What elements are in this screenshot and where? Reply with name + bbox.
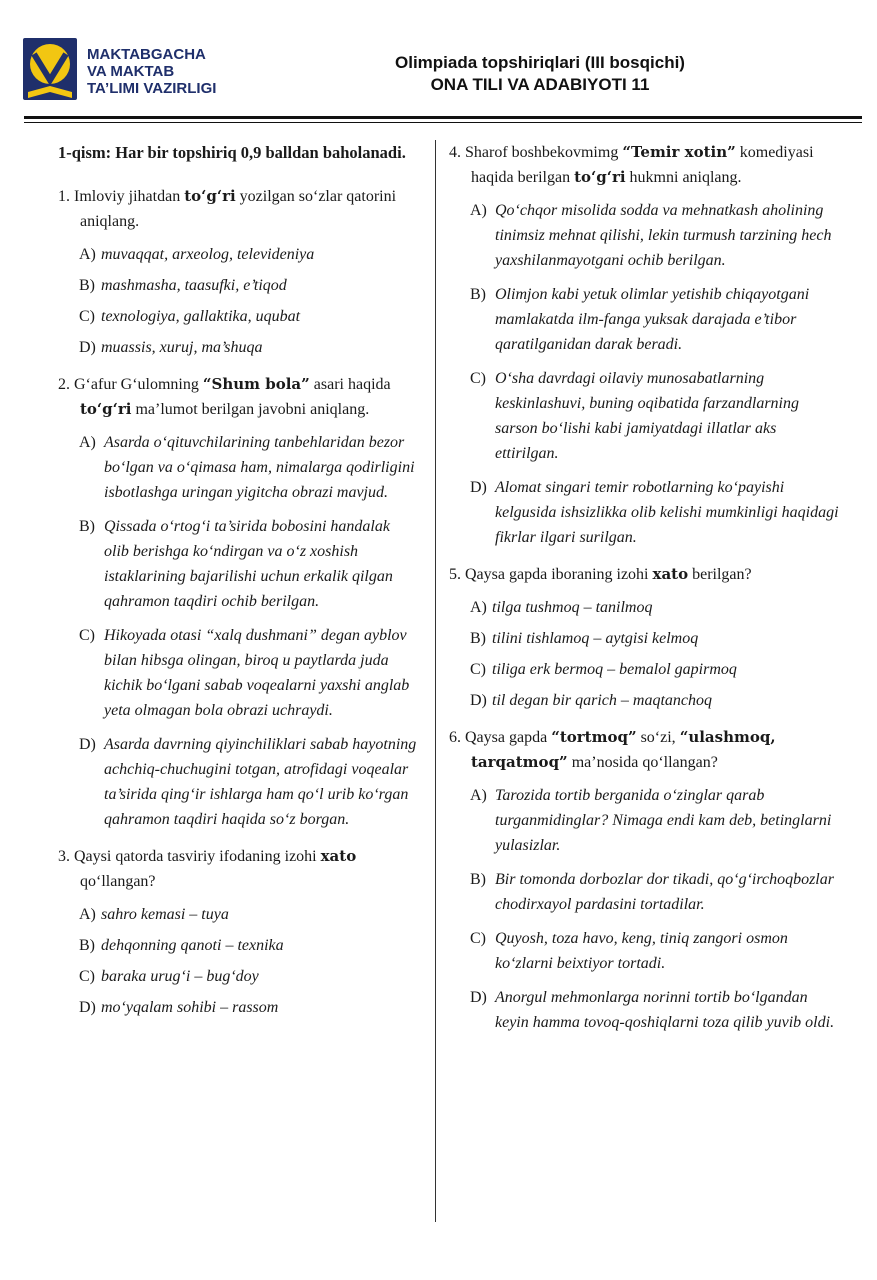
column-divider [435,140,436,1222]
ministry-name [87,46,216,97]
option-letter: A) [470,202,487,219]
question-text-part: yozilgan so‘zlar qatorini aniqlang. [80,188,397,230]
option-letter: B) [470,286,486,303]
question-text-part: Qaysi qatorda tasviriy ifodaning izohi [74,848,321,865]
answer-option[interactable] [470,595,839,620]
header-rule-thin [24,122,862,123]
left-column [58,140,418,1032]
question-text-part: ma’nosida qo‘llangan? [567,754,718,771]
answer-option[interactable] [79,623,418,723]
question-emphasis: “Shum bola” [202,375,310,393]
question-text [449,725,839,775]
option-text: tilini tishlamoq – aytgisi kelmoq [492,630,699,647]
option-text: Tarozida tortib berganida o‘zinglar qarab turganmidinglar? Nimaga endi kam deb, betinglarni yulasizlar. [495,787,832,854]
answer-option[interactable] [79,242,418,267]
question-number: 6. [449,729,461,746]
question-text [58,184,418,234]
question-emphasis: xato [320,847,357,865]
ministry-logo-icon [20,36,80,106]
answer-option[interactable] [470,688,839,713]
option-letter: A) [79,246,96,263]
question-text-part: hukmni aniqlang. [625,169,742,186]
option-text: dehqonning qanoti – texnika [101,937,284,954]
option-text: Olimjon kabi yetuk olimlar yetishib chiqayotgani mamlakatda ilm-fanga yuksak darajada e’tibor qaratilganidan darak beradi. [495,286,810,353]
option-text: Asarda o‘qituvchilarining tanbehlaridan bezor bo‘lgan va o‘qimasa ham, nimalarga qodirligini isbotlashga uringan yigitcha obrazi mavjud. [104,434,415,501]
option-text: Alomat singari temir robotlarning ko‘payishi kelgusida ishsizlikka olib kelishi mumkinligi haqidagi fikrlar ilgari surilgan. [495,479,839,546]
answer-option[interactable] [470,985,839,1035]
page-header [0,0,877,130]
answer-option[interactable] [79,430,418,505]
option-text: sahro kemasi – tuya [101,906,229,923]
answer-option[interactable] [79,335,418,360]
answer-option[interactable] [470,626,839,651]
answer-option[interactable] [79,304,418,329]
option-letter: B) [79,277,95,294]
option-text: Anorgul mehmonlarga norinni tortib bo‘lgandan keyin hamma tovoq-qoshiqlarni toza qilib yuvib oldi. [495,989,835,1031]
answer-option[interactable] [470,282,839,357]
option-letter: C) [470,930,486,947]
question-6 [449,725,839,1035]
question-emphasis: xato [652,565,689,583]
option-text: baraka urug‘i – bug‘doy [101,968,259,985]
option-letter: D) [470,692,487,709]
answer-option[interactable] [470,657,839,682]
option-letter: A) [470,787,487,804]
question-number: 3. [58,848,70,865]
question-5 [449,562,839,713]
option-letter: D) [79,999,96,1016]
question-text [449,562,839,587]
option-letter: C) [79,627,95,644]
question-text [58,372,418,422]
question-emphasis: to‘g‘ri [80,400,132,418]
option-letter: A) [470,599,487,616]
option-letter: B) [79,518,95,535]
part-heading: 1-qism: Har bir topshiriq 0,9 balldan baholanadi. [58,143,406,162]
option-text: Bir tomonda dorbozlar dor tikadi, qo‘g‘irchoqbozlar chodirxayol pardasini tortadilar. [495,871,834,913]
option-text: til degan bir qarich – maqtanchoq [492,692,712,709]
option-letter: A) [79,906,96,923]
question-4 [449,140,839,550]
answer-option[interactable] [79,964,418,989]
document-subtitle: ONA TILI VA ADABIYOTI 11 [430,75,650,94]
question-emphasis: “tortmoq” [551,728,637,746]
question-emphasis: “ulashmoq, tarqatmoq” [471,728,776,771]
option-text: mo‘yqalam sohibi – rassom [101,999,279,1016]
option-text: Quyosh, toza havo, keng, tiniq zangori osmon ko‘zlarni beixtiyor tortadi. [495,930,788,972]
option-text: tilga tushmoq – tanilmoq [492,599,653,616]
right-column [449,140,839,1047]
option-text: texnologiya, gallaktika, uqubat [101,308,301,325]
answer-option[interactable] [470,926,839,976]
option-text: Asarda davrning qiyinchiliklari sabab hayotning achchiq-chuchugini totgan, atrofidagi voqealar ta’sirida qing‘ir ishlarga ham qo‘l urib ko‘rgan qahramon taqdiri haqida so‘z borgan. [104,736,417,828]
question-text-part: Qaysa gapda [465,729,552,746]
option-letter: A) [79,434,96,451]
answer-option[interactable] [470,867,839,917]
option-letter: B) [79,937,95,954]
document-title: Olimpiada topshiriqlari (III bosqichi) [395,53,685,72]
question-number: 4. [449,144,461,161]
option-letter: C) [79,968,95,985]
option-text: muvaqqat, arxeolog, televideniya [101,246,315,263]
answer-option[interactable] [470,475,839,550]
ministry-name-line: VA MAKTAB [87,63,175,80]
question-number: 5. [449,566,461,583]
option-letter: D) [79,736,96,753]
question-text-part: asari haqida [309,376,391,393]
option-letter: C) [470,370,486,387]
question-text-part: qo‘llangan? [80,873,156,890]
question-emphasis: to‘g‘ri [184,187,236,205]
answer-option[interactable] [79,273,418,298]
question-3 [58,844,418,1020]
question-emphasis: to‘g‘ri [574,168,626,186]
answer-option[interactable] [470,198,839,273]
answer-option[interactable] [79,514,418,614]
question-number: 2. [58,376,70,393]
question-text-part: Imloviy jihatdan [74,188,185,205]
question-number: 1. [58,188,70,205]
question-text-part: Sharof boshbekovmimg [465,144,623,161]
question-text-part: ma’lumot berilgan javobni aniqlang. [131,401,370,418]
option-letter: C) [79,308,95,325]
option-text: muassis, xuruj, ma’shuqa [101,339,263,356]
option-text: Hikoyada otasi “xalq dushmani” degan ayblov bilan hibsga olingan, biroq u paytlarda juda kichik bo‘lgani sabab voqealarni yaxshi anglab yeta olmagan bola obrazi uchraydi. [104,627,410,719]
question-2 [58,372,418,832]
answer-option[interactable] [470,783,839,858]
document-titles [330,52,750,96]
option-text: tiliga erk bermoq – bemalol gapirmoq [492,661,737,678]
answer-option[interactable] [79,933,418,958]
answer-option[interactable] [79,902,418,927]
option-text: Qo‘chqor misolida sodda va mehnatkash aholining tinimsiz mehnat qilishi, lekin turmush tarzining hech yaxshilanmayotgani ochib berilgan. [495,202,832,269]
option-letter: D) [470,479,487,496]
option-letter: B) [470,630,486,647]
option-text: Qissada o‘rtog‘i ta’sirida bobosini handalak olib berishga ko‘ndirgan va o‘z xoshish istaklarining bajarilishi uchun erkalik qilgan qahramon taqdiri ochib berilgan. [104,518,393,610]
option-text: O‘sha davrdagi oilaviy munosabatlarning keskinlashuvi, buning oqibatida farzandlarning sarson bo‘lishi kabi jamiyatdagi illatlar aks ettirilgan. [495,370,799,462]
option-text: mashmasha, taasufki, e’tiqod [101,277,287,294]
answer-option[interactable] [79,995,418,1020]
option-letter: C) [470,661,486,678]
header-rule-thick [24,116,862,119]
question-text [58,844,418,894]
option-letter: D) [79,339,96,356]
question-text-part: G‘afur G‘ulomning [74,376,203,393]
answer-option[interactable] [79,732,418,832]
question-emphasis: “Temir xotin” [622,143,736,161]
option-letter: B) [470,871,486,888]
ministry-name-line: MAKTABGACHA [87,46,206,63]
question-text [449,140,839,190]
answer-option[interactable] [470,366,839,466]
question-text-part: komediyasi haqida berilgan [471,144,814,186]
question-text-part: Qaysa gapda iboraning izohi [465,566,653,583]
option-letter: D) [470,989,487,1006]
question-text-part: so‘zi, [636,729,680,746]
ministry-name-line: TA’LIMI VAZIRLIGI [87,80,217,97]
question-1 [58,184,418,360]
question-text-part: berilgan? [688,566,752,583]
